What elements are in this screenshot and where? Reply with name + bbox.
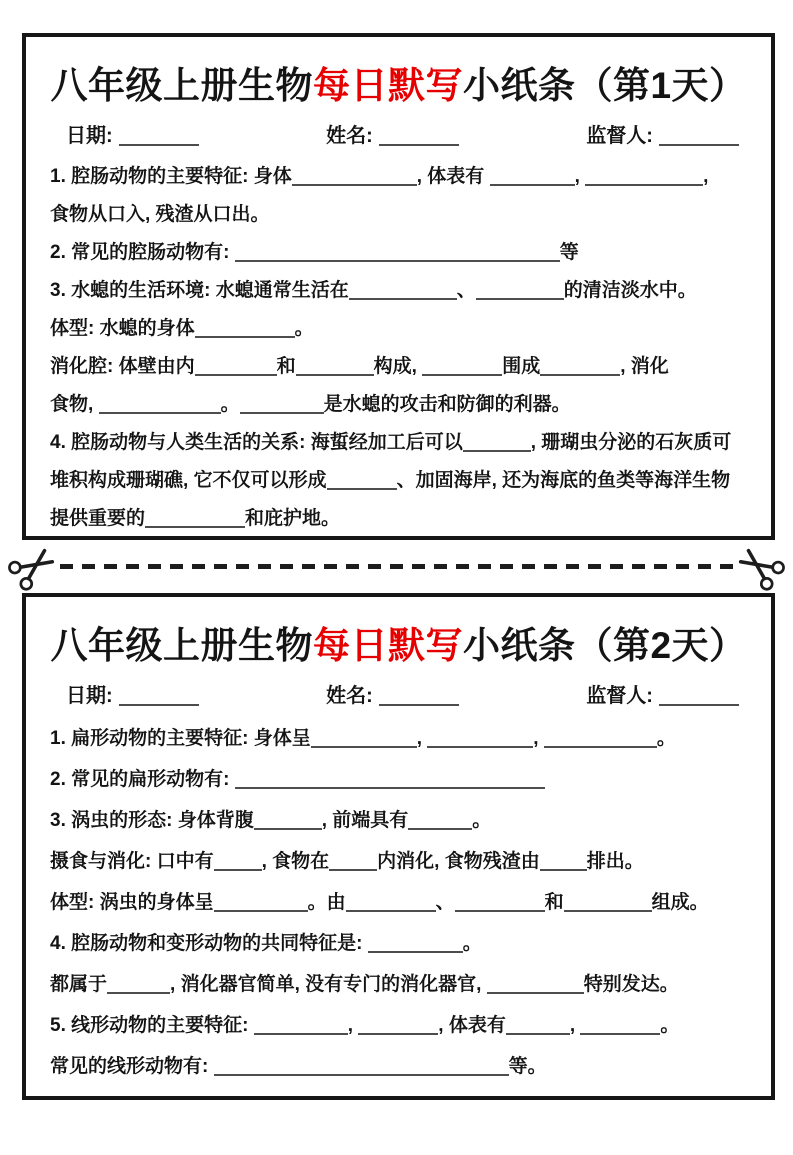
- line-text: 和庇护地。: [245, 508, 341, 529]
- worksheet-line: [50, 196, 747, 234]
- fill-in-blank-line: [585, 170, 703, 186]
- line-text: , 体表有: [416, 166, 490, 187]
- cut-line-divider: [0, 540, 793, 593]
- fill-in-blank-line: [107, 978, 170, 994]
- fill-in-blank-line: [235, 246, 560, 262]
- fill-in-blank-line: [254, 1019, 348, 1035]
- line-text: 。: [656, 728, 676, 749]
- line-text: ,: [533, 728, 544, 749]
- line-text: 、: [435, 892, 455, 913]
- fill-in-blank-line: [463, 436, 531, 452]
- worksheet-line: [50, 310, 747, 348]
- fill-in-blank-line: [327, 474, 397, 490]
- worksheet-line: [50, 158, 747, 196]
- worksheet-line: [50, 500, 747, 538]
- fill-in-blank-line: [349, 284, 457, 300]
- line-text: 体型: 涡虫的身体呈: [50, 892, 214, 913]
- fill-in-blank-line: [540, 855, 587, 871]
- supervisor-label: 监督人:: [586, 685, 653, 707]
- fill-in-blank-line: [346, 896, 436, 912]
- line-text: 构成,: [373, 356, 423, 377]
- worksheet-line: [50, 759, 747, 800]
- line-text: 。: [660, 1015, 680, 1036]
- fill-in-blank-line: [235, 773, 545, 789]
- line-text: 3. 涡虫的形态: 身体背腹: [50, 810, 254, 831]
- fill-in-blank-line: [506, 1019, 570, 1035]
- fill-in-blank-line: [540, 360, 620, 376]
- fill-in-blank-line: [329, 855, 377, 871]
- worksheet-line: [50, 800, 747, 841]
- line-text: 1. 扁形动物的主要特征: 身体呈: [50, 728, 311, 749]
- title-prefix: 八年级上册生物: [50, 625, 313, 666]
- line-text: 特别发达。: [583, 974, 679, 995]
- fill-in-blank-line: [544, 732, 657, 748]
- fill-in-blank-line: [422, 360, 502, 376]
- title-suffix: 小纸条（第1天）: [462, 65, 747, 106]
- line-text: ,: [416, 728, 428, 749]
- worksheet-line: [50, 841, 747, 882]
- line-text: 。: [294, 318, 314, 339]
- line-text: , 食物在: [261, 851, 330, 872]
- line-text: 排出。: [586, 851, 644, 872]
- worksheet-line: [50, 718, 747, 759]
- line-text: 食物,: [50, 394, 99, 415]
- sheet-title-day-1: [50, 55, 747, 109]
- fill-in-blank-line: [455, 896, 545, 912]
- title-highlight: 每日默写: [312, 65, 463, 106]
- fill-in-blank-line: [214, 896, 308, 912]
- line-text: 5. 线形动物的主要特征:: [50, 1015, 254, 1036]
- worksheet-day-1: [22, 33, 775, 540]
- fill-in-blank-line: [487, 978, 584, 994]
- fill-in-blank-line: [476, 284, 564, 300]
- line-text: 等。: [508, 1056, 547, 1077]
- worksheet-line: [50, 234, 747, 272]
- line-text: 体型: 水螅的身体: [50, 318, 195, 339]
- line-text: 围成: [502, 356, 541, 377]
- line-text: 4. 腔肠动物与人类生活的关系: 海蜇经加工后可以: [50, 432, 463, 453]
- supervisor-field: [586, 119, 739, 148]
- worksheet-page: [0, 33, 793, 1155]
- sheet-body-day-1: [50, 158, 747, 538]
- worksheet-line: [50, 1046, 747, 1087]
- fill-in-blank-line: [296, 360, 374, 376]
- supervisor-blank-line: [659, 688, 739, 706]
- date-blank-line: [119, 688, 199, 706]
- fill-in-blank-line: [99, 398, 221, 414]
- line-text: 提供重要的: [50, 508, 146, 529]
- line-text: , 前端具有: [321, 810, 409, 831]
- fill-in-blank-line: [214, 1060, 509, 1076]
- line-text: 都属于: [50, 974, 108, 995]
- name-field: [326, 119, 459, 148]
- line-text: ,: [347, 1015, 359, 1036]
- line-text: 1. 腔肠动物的主要特征: 身体: [50, 166, 292, 187]
- fill-in-blank-line: [240, 398, 324, 414]
- line-text: 、加固海岸, 还为海底的鱼类等海洋生物: [396, 470, 731, 491]
- fill-in-blank-line: [195, 360, 277, 376]
- worksheet-day-2: [22, 593, 775, 1100]
- line-text: , 消化器官简单, 没有专门的消化器官,: [170, 974, 487, 995]
- line-text: 2. 常见的扁形动物有:: [50, 769, 235, 790]
- line-text: , 珊瑚虫分泌的石灰质可: [530, 432, 732, 453]
- worksheet-line: [50, 923, 747, 964]
- supervisor-field: [586, 679, 739, 708]
- supervisor-label: 监督人:: [586, 125, 653, 147]
- worksheet-line: [50, 1005, 747, 1046]
- scissors-icon: [737, 546, 783, 588]
- title-highlight: 每日默写: [312, 625, 463, 666]
- fill-in-blank-line: [145, 512, 245, 528]
- name-field: [326, 679, 459, 708]
- worksheet-line: [50, 272, 747, 310]
- date-blank-line: [119, 128, 199, 146]
- line-text: , 体表有: [438, 1015, 506, 1036]
- line-text: 消化腔: 体壁由内: [50, 356, 195, 377]
- line-text: 堆积构成珊瑚礁, 它不仅可以形成: [50, 470, 327, 491]
- line-text: 。: [462, 933, 482, 954]
- name-blank-line: [379, 128, 459, 146]
- line-text: 常见的线形动物有:: [50, 1056, 214, 1077]
- line-text: 。: [472, 810, 492, 831]
- line-text: 4. 腔肠动物和变形动物的共同特征是:: [50, 933, 368, 954]
- line-text: , 消化: [620, 356, 669, 377]
- line-text: 、: [456, 280, 476, 301]
- title-prefix: 八年级上册生物: [50, 65, 313, 106]
- fill-in-blank-line: [311, 732, 417, 748]
- worksheet-line: [50, 882, 747, 923]
- line-text: 和: [544, 892, 564, 913]
- date-field: [66, 679, 199, 708]
- worksheet-line: [50, 462, 747, 500]
- supervisor-blank-line: [659, 128, 739, 146]
- fill-in-blank-line: [358, 1019, 438, 1035]
- line-text: 的清洁淡水中。: [563, 280, 697, 301]
- sheet-title-day-2: [50, 615, 747, 669]
- name-blank-line: [379, 688, 459, 706]
- worksheet-line: [50, 348, 747, 386]
- line-text: 2. 常见的腔肠动物有:: [50, 242, 235, 263]
- line-text: 组成。: [651, 892, 709, 913]
- date-label: 日期:: [66, 685, 113, 707]
- line-text: 等: [559, 242, 579, 263]
- worksheet-line: [50, 386, 747, 424]
- fill-in-blank-line: [408, 814, 472, 830]
- fill-in-blank-line: [254, 814, 322, 830]
- fill-in-blank-line: [427, 732, 533, 748]
- line-text: 内消化, 食物残渣由: [377, 851, 540, 872]
- worksheet-line: [50, 964, 747, 1005]
- line-text: 摄食与消化: 口中有: [50, 851, 214, 872]
- sheet-body-day-2: [50, 718, 747, 1087]
- fill-in-blank-line: [580, 1019, 660, 1035]
- line-text: 。: [220, 394, 240, 415]
- fill-in-blank-line: [564, 896, 652, 912]
- line-text: 。由: [307, 892, 346, 913]
- line-text: ,: [703, 166, 709, 187]
- fill-in-blank-line: [214, 855, 262, 871]
- line-text: 3. 水螅的生活环境: 水螅通常生活在: [50, 280, 349, 301]
- date-field: [66, 119, 199, 148]
- line-text: 食物从口入, 残渣从口出。: [50, 204, 270, 225]
- scissors-icon: [10, 546, 56, 588]
- line-text: 是水螅的攻击和防御的利器。: [323, 394, 571, 415]
- date-label: 日期:: [66, 125, 113, 147]
- fill-in-blank-line: [368, 937, 463, 953]
- line-text: ,: [574, 166, 586, 187]
- fill-in-blank-line: [292, 170, 417, 186]
- meta-row-day-1: [66, 119, 739, 148]
- name-label: 姓名:: [326, 685, 373, 707]
- worksheet-line: [50, 424, 747, 462]
- meta-row-day-2: [66, 679, 739, 708]
- name-label: 姓名:: [326, 125, 373, 147]
- fill-in-blank-line: [490, 170, 575, 186]
- fill-in-blank-line: [195, 322, 295, 338]
- line-text: ,: [569, 1015, 581, 1036]
- line-text: 和: [276, 356, 296, 377]
- title-suffix: 小纸条（第2天）: [462, 625, 747, 666]
- dashed-cut-line: [60, 564, 733, 569]
